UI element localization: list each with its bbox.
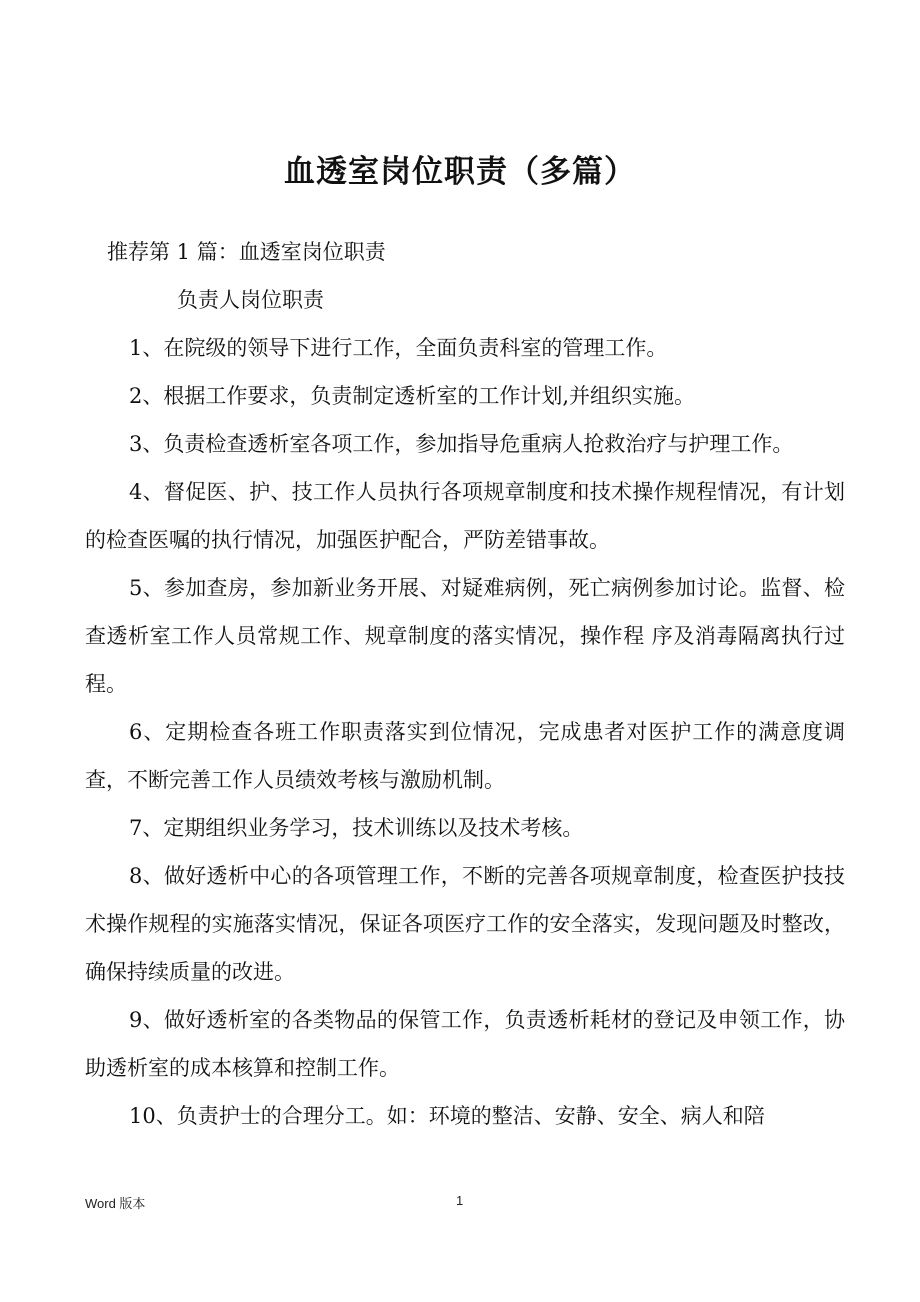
duty-item-8: 8、做好透析中心的各项管理工作，不断的完善各项规章制度，检查医护技技术操作规程的实施落实情况，保证各项医疗工作的安全落实，发现问题及时整改，确保持续质量的改进。 [85, 864, 845, 984]
document-title: 血透室岗位职责（多篇） [284, 154, 636, 190]
duty-item-6: 6、定期检查各班工作职责落实到位情况，完成患者对医护工作的满意度调查，不断完善工作人员绩效考核与激励机制。 [85, 720, 845, 792]
duty-item-4: 4、督促医、护、技工作人员执行各项规章制度和技术操作规程情况，有计划的检查医嘱的执行情况，加强医护配合，严防差错事故。 [85, 480, 845, 552]
duty-item-2: 2、根据工作要求，负责制定透析室的工作计划,并组织实施。 [129, 384, 696, 408]
recommendation-line: 推荐第 1 篇：血透室岗位职责 [107, 240, 386, 264]
duty-item-1: 1、在院级的领导下进行工作，全面负责科室的管理工作。 [129, 336, 668, 360]
duty-item-3: 3、负责检查透析室各项工作，参加指导危重病人抢救治疗与护理工作。 [129, 432, 794, 456]
page-number: 1 [456, 1193, 464, 1208]
duty-item-7: 7、定期组织业务学习，技术训练以及技术考核。 [129, 816, 584, 840]
document-body [85, 228, 845, 1140]
section-heading: 负责人岗位职责 [177, 288, 324, 312]
duty-item-10: 10、负责护士的合理分工。如：环境的整洁、安静、安全、病人和陪 [129, 1104, 765, 1128]
duty-item-5: 5、参加查房，参加新业务开展、对疑难病例，死亡病例参加讨论。监督、检查透析室工作人员常规工作、规章制度的落实情况，操作程 序及消毒隔离执行过程。 [85, 576, 845, 696]
duty-item-9: 9、做好透析室的各类物品的保管工作，负责透析耗材的登记及申领工作，协助透析室的成本核算和控制工作。 [85, 1008, 845, 1080]
footer-label: Word 版本 [85, 1196, 146, 1211]
